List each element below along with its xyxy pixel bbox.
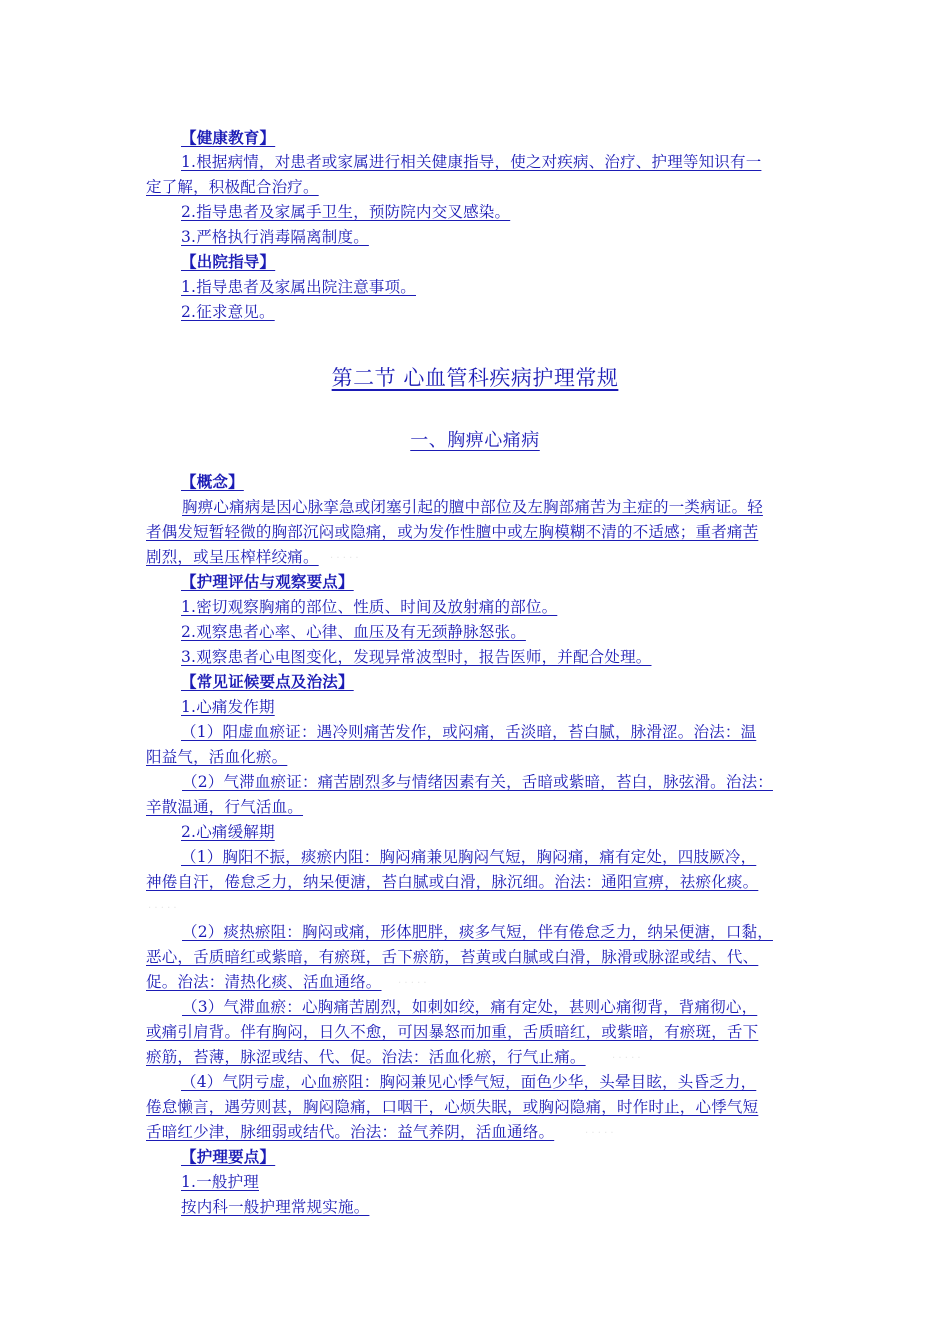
syndrome-2-1-line-1: （1）胸阳不振，痰瘀内阻：胸闷痛兼见胸闷气短，胸闷痛，痛有定处，四肢厥冷，: [181, 848, 757, 866]
health-education-item-2: 2.指导患者及家属手卫生，预防院内交叉感染。: [181, 203, 511, 221]
syndrome-1-2-line-1: （2）气滞血瘀证：痛苦剧烈多与情绪因素有关，舌暗或紫暗，苔白，脉弦滑。治法：: [182, 773, 773, 791]
section-title: 第二节 心血管科疾病护理常规: [331, 366, 619, 390]
faint-watermark-mark: · · · · ·: [612, 1053, 641, 1064]
concept-line-3: 剧烈，或呈压榨样绞痛。: [146, 548, 319, 566]
assessment-item-3: 3.观察患者心电图变化，发现异常波型时，报告医师，并配合处理。: [181, 648, 652, 666]
heading-discharge-guidance: 【出院指导】: [181, 252, 276, 271]
syndrome-1-1-line-2: 阳益气，活血化瘀。: [146, 748, 288, 766]
health-education-item-1-cont: 定了解，积极配合治疗。: [146, 178, 319, 196]
heading-nursing-points: 【护理要点】: [181, 1147, 276, 1166]
syndrome-2-2-line-3: 促。治法：清热化痰、活血通络。: [146, 973, 382, 991]
heading-health-education: 【健康教育】: [181, 128, 276, 147]
discharge-item-2: 2.征求意见。: [181, 303, 275, 321]
heading-concept: 【概念】: [181, 472, 244, 491]
faint-watermark-mark: · · · · ·: [585, 1128, 614, 1139]
faint-watermark-mark: · · · · ·: [398, 978, 427, 989]
syndrome-phase-1: 1.心痛发作期: [181, 698, 275, 716]
syndrome-2-3-line-1: （3）气滞血瘀：心胸痛苦剧烈，如刺如绞，痛有定处，甚则心痛彻背，背痛彻心，: [182, 998, 758, 1016]
heading-assessment: 【护理评估与观察要点】: [181, 572, 354, 591]
faint-watermark-mark: · · · · ·: [148, 903, 177, 914]
syndrome-2-4-line-1: （4）气阴亏虚，心血瘀阻：胸闷兼见心悸气短，面色少华，头晕目眩，头昏乏力，: [181, 1073, 757, 1091]
health-education-item-1: 1.根据病情，对患者或家属进行相关健康指导，使之对疾病、治疗、护理等知识有一: [181, 153, 762, 171]
nursing-point-1-text: 按内科一般护理常规实施。: [181, 1198, 370, 1216]
syndrome-1-1-line-1: （1）阳虚血瘀证：遇冷则痛苦发作，或闷痛，舌淡暗，苔白腻，脉滑涩。治法：温: [181, 723, 757, 741]
nursing-point-1: 1.一般护理: [181, 1173, 259, 1191]
subsection-title: 一、胸痹心痛病: [410, 430, 540, 451]
concept-line-2: 者偶发短暂轻微的胸部沉闷或隐痛，或为发作性膻中或左胸模糊不清的不适感；重者痛苦: [146, 523, 759, 541]
syndrome-2-4-line-3: 舌暗红少津，脉细弱或结代。治法：益气养阴，活血通络。: [146, 1123, 555, 1141]
syndrome-2-4-line-2: 倦怠懒言，遇劳则甚，胸闷隐痛，口咽干，心烦失眠，或胸闷隐痛，时作时止，心悸气短: [146, 1098, 759, 1116]
health-education-item-3: 3.严格执行消毒隔离制度。: [181, 228, 369, 246]
syndrome-1-2-line-2: 辛散温通，行气活血。: [146, 798, 304, 816]
assessment-item-1: 1.密切观察胸痛的部位、性质、时间及放射痛的部位。: [181, 598, 558, 616]
syndrome-2-1-line-2: 神倦自汗，倦怠乏力，纳呆便溏，苔白腻或白滑，脉沉细。治法：通阳宣痹，祛瘀化痰。: [146, 873, 759, 891]
concept-line-1: 胸痹心痛病是因心脉挛急或闭塞引起的膻中部位及左胸部痛苦为主症的一类病证。轻: [182, 498, 763, 516]
heading-syndromes: 【常见证候要点及治法】: [181, 672, 354, 691]
syndrome-2-2-line-2: 恶心，舌质暗红或紫暗，有瘀斑，舌下瘀筋，苔黄或白腻或白滑，脉滑或脉涩或结、代、: [146, 948, 759, 966]
syndrome-2-2-line-1: （2）痰热瘀阻：胸闷或痛，形体肥胖，痰多气短，伴有倦怠乏力，纳呆便溏，口黏，: [182, 923, 773, 941]
syndrome-2-3-line-3: 瘀筋，苔薄，脉涩或结、代、促。治法：活血化瘀，行气止痛。: [146, 1048, 586, 1066]
syndrome-phase-2: 2.心痛缓解期: [181, 823, 275, 841]
faint-watermark-mark: · · · · ·: [330, 553, 359, 564]
syndrome-2-3-line-2: 或痛引肩背。伴有胸闷，日久不愈，可因暴怒而加重，舌质暗红，或紫暗，有瘀斑，舌下: [146, 1023, 759, 1041]
discharge-item-1: 1.指导患者及家属出院注意事项。: [181, 278, 416, 296]
assessment-item-2: 2.观察患者心率、心律、血压及有无颈静脉怒张。: [181, 623, 526, 641]
